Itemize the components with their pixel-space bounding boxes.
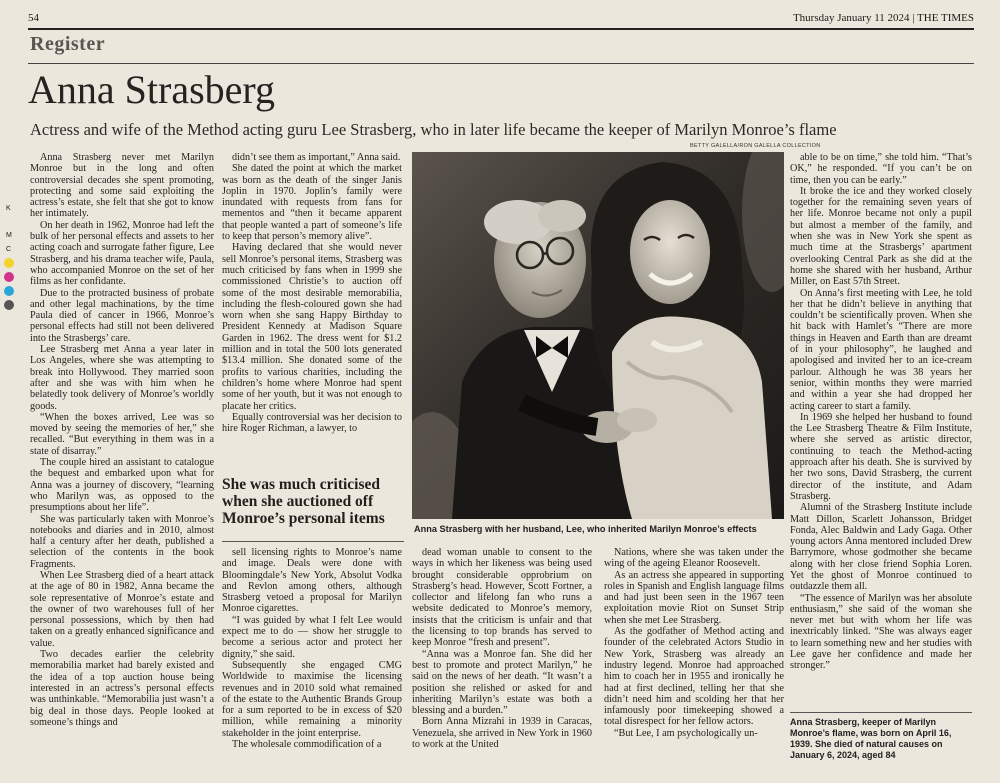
paragraph: “When the boxes arrived, Lee was so moved by seeing the memories of her,” she recalled. “But everything in them was in a state of disarray.”: [30, 411, 214, 457]
paragraph: dead woman unable to consent to the ways in which her likeness was being used brought considerable opprobrium on Strasberg’s head. However, Scott Fortner, a collector and lifelong fan who runs a website dedicated to Monroe’s memory, insists that the criticism is unfair and that the licensing to top brands has served to keep Monroe “fresh and present”.: [412, 547, 592, 649]
article-photo: [412, 152, 784, 519]
registration-mark-c: C: [6, 246, 12, 253]
article-column-4: [604, 547, 784, 777]
paragraph: sell licensing rights to Monroe’s name and image. Deals were done with Bloomingdale’s New York, Absolut Vodka and Revlon among others, although Strasberg vetoed a proposal for Marilyn Monroe cigarettes.: [222, 547, 402, 615]
paragraph: Born Anna Mizrahi in 1939 in Caracas, Venezuela, she arrived in New York in 1960 to work at the United: [412, 716, 592, 751]
article-column-2-lower: [222, 547, 402, 777]
paragraph: On Anna’s first meeting with Lee, he told her that he didn’t believe in anything that couldn’t be scientifically proven. When she hit back with Hamlet’s “There are more things in Heaven and Earth than are dreamt of in your philosophy”, he laughed and apologised and invited her to an ice-cream parlour. Although he was 38 years her senior, within months they were married and within a year she had dropped her acting career to start a family.: [790, 287, 972, 412]
paragraph: Nations, where she was taken under the wing of the ageing Eleanor Roosevelt.: [604, 547, 784, 570]
registration-dot-black: [4, 300, 14, 310]
paragraph: She was particularly taken with Monroe’s notebooks and diaries and in 2010, almost half a century after her death, published a selection of the contents in the book Fragments.: [30, 513, 214, 570]
paragraph: The couple hired an assistant to catalogue the bequest and embarked upon what for Anna was a journey of discovery, “learning who Marilyn was, as opposed to the presumptions about her life”.: [30, 457, 214, 514]
photo-caption: Anna Strasberg with her husband, Lee, who inherited Marilyn Monroe’s effects: [414, 524, 757, 534]
paragraph: Lee Strasberg met Anna a year later in Los Angeles, where she was attempting to break into Hollywood. They married soon after and she was with him when he belatedly took delivery of Monroe’s worldly goods.: [30, 344, 214, 412]
paragraph: Subsequently she engaged CMG Worldwide to maximise the licensing revenues and in 2010 sold what remained of the estate to the Authentic Brands Group for a sum reported to be in excess of $20 million, while remaining a minority stakeholder in the joint enterprise.: [222, 659, 402, 739]
registration-dot-yellow: [4, 258, 14, 268]
headline: Anna Strasberg: [28, 67, 275, 112]
registration-dot-magenta: [4, 272, 14, 282]
article-column-5: [790, 152, 972, 712]
photo-credit: BETTY GALELLA/RON GALELLA COLLECTION: [690, 143, 821, 149]
paragraph: Anna Strasberg never met Marilyn Monroe but in the long and often controversial decades she spent promoting, protecting and some said exploiting the actress’s estate, she felt that she got to know her intimately.: [30, 152, 214, 220]
paragraph: She dated the point at which the market was born as the death of the singer Janis Joplin in 1970. Joplin’s family were inundated with requests from fans for mementos and “then it became apparent that people wanted a part of someone’s life to keep that person’s memory alive”.: [222, 163, 402, 243]
article-column-3: [412, 547, 592, 777]
registration-mark-k: K: [6, 205, 11, 212]
paragraph: “The essence of Marilyn was her absolute enthusiasm,” she said of the woman she never met but with whom her life was inextricably linked. “She was always eager to learn something new and her studies with Lee gave her confidence and made her stronger.”: [790, 592, 972, 672]
pull-quote: She was much criticised when she auctioned off Monroe’s personal items: [222, 476, 385, 527]
article-column-1: [30, 152, 214, 777]
registration-dot-cyan: [4, 286, 14, 296]
paragraph: able to be on time,” she told him. “That’s OK,” he responded. “If you can’t be on time, then you can be early.”: [790, 152, 972, 186]
photo-illustration: [412, 152, 784, 519]
paragraph: “I was guided by what I felt Lee would expect me to do — show her struggle to become a serious actor and protect her dignity,” she said.: [222, 614, 402, 660]
paragraph: didn’t see them as important,” Anna said.: [232, 152, 401, 163]
paragraph: It broke the ice and they worked closely together for the remaining seven years of her life. Monroe became not only a pupil but almost a member of the family, and when she was in New York she spent as much time at the Strasbergs’ apartment overlooking Central Park as she did at the home she shared with her husband, Arthur Miller, on East 57th Street.: [790, 185, 972, 288]
section-rule: [28, 63, 974, 64]
bio-rule: [790, 712, 972, 713]
dateline: Thursday January 11 2024 | THE TIMES: [792, 12, 974, 24]
paragraph: As the godfather of Method acting and founder of the celebrated Actors Studio in New York, Strasberg was already an industry legend. Monroe had approached him to coach her in 1955 and ironically he had at first declined, telling her that she didn’t need him and scolding her that her infamously poor timekeeping showed a total disrespect for her fellow actors.: [604, 626, 784, 728]
header-rule: [28, 28, 974, 30]
paragraph: Equally controversial was her decision to hire Roger Richman, a lawyer, to: [222, 411, 402, 435]
standfirst: Actress and wife of the Method acting guru Lee Strasberg, who in later life became the keeper of Marilyn Monroe’s flame: [30, 120, 837, 139]
section-title: Register: [30, 33, 106, 55]
paragraph: In 1969 she helped her husband to found the Lee Strasberg Theatre & Film Institute, where she served as artistic director, continuing to teach the Method-acting approach after his death. She is survived by her two sons, David Strasberg, the current director of the institute, and Adam Strasberg.: [790, 411, 972, 502]
registration-mark-m: M: [6, 232, 12, 239]
paragraph: The wholesale commodification of a: [232, 739, 382, 751]
article-column-2: [222, 152, 402, 470]
paragraph: On her death in 1962, Monroe had left the bulk of her personal effects and assets to her acting coach and surrogate father figure, Lee Strasberg, and his drama teacher wife, Paula, who accompanied Monroe on the set of her films as her confidante.: [30, 219, 214, 288]
paragraph: “Anna was a Monroe fan. She did her best to promote and protect Marilyn,” he said on the news of her death. “It wasn’t a position she relished or asked for and inheriting Marilyn’s estate was both a blessing and a burden.”: [412, 648, 592, 717]
paragraph: As an actress she appeared in supporting roles in Spanish and English language films and had just been seen in the 1967 teen exploitation movie Riot on Sunset Strip when she met Lee Strasberg.: [604, 569, 784, 626]
paragraph: “But Lee, I am psychologically un-: [614, 727, 758, 739]
paragraph: Having declared that she would never sell Monroe’s personal items, Strasberg was much criticised by fans when in 1999 she commissioned Christie’s to auction off some of the most desirable memorabilia, including the flesh-coloured gown she had worn when she sang Happy Birthday to President Kennedy at Madison Square Garden in 1962. The dress went for $1.2 million and in total the 500 lots generated $13.4 million. She donated some of the profits to various charities, including the children’s home where Monroe had spent some of her youth, but it was not enough to placate her critics.: [222, 242, 402, 412]
paragraph: Two decades earlier the celebrity memorabilia market had barely existed and the idea of a top auction house being interested in an actress’s personal effects was unthinkable. “Memorabilia just wasn’t a big deal in those days. People looked at someone’s things and: [30, 649, 214, 728]
paragraph: When Lee Strasberg died of a heart attack at the age of 80 in 1982, Anna became the sole representative of Monroe’s estate and the owner of two warehouses full of her personal possessions, which by then had taken on a greatly enhanced significance and value.: [30, 569, 214, 649]
paragraph: Due to the protracted business of probate and other legal machinations, by the time Paula died of cancer in 1966, Monroe’s personal effects had still not been delivered into the Strasbergs’ care.: [30, 287, 214, 344]
bio-box: Anna Strasberg, keeper of Marilyn Monroe’s flame, was born on April 16, 1939. She died of natural causes on January 6, 2024, aged 84: [790, 717, 952, 760]
page-number: 54: [28, 12, 39, 24]
paragraph: Alumni of the Strasberg Institute include Matt Dillon, Scarlett Johansson, Bridget Fonda, Alec Baldwin and Lady Gaga. Other young actors Anna mentored included Drew Barrymore, whose godmother she became along with her close friend Sophia Loren. Yet the ghost of Monroe continued to outdazzle them all.: [790, 502, 972, 593]
pull-quote-rule: [222, 541, 404, 542]
page-header: [28, 12, 974, 26]
